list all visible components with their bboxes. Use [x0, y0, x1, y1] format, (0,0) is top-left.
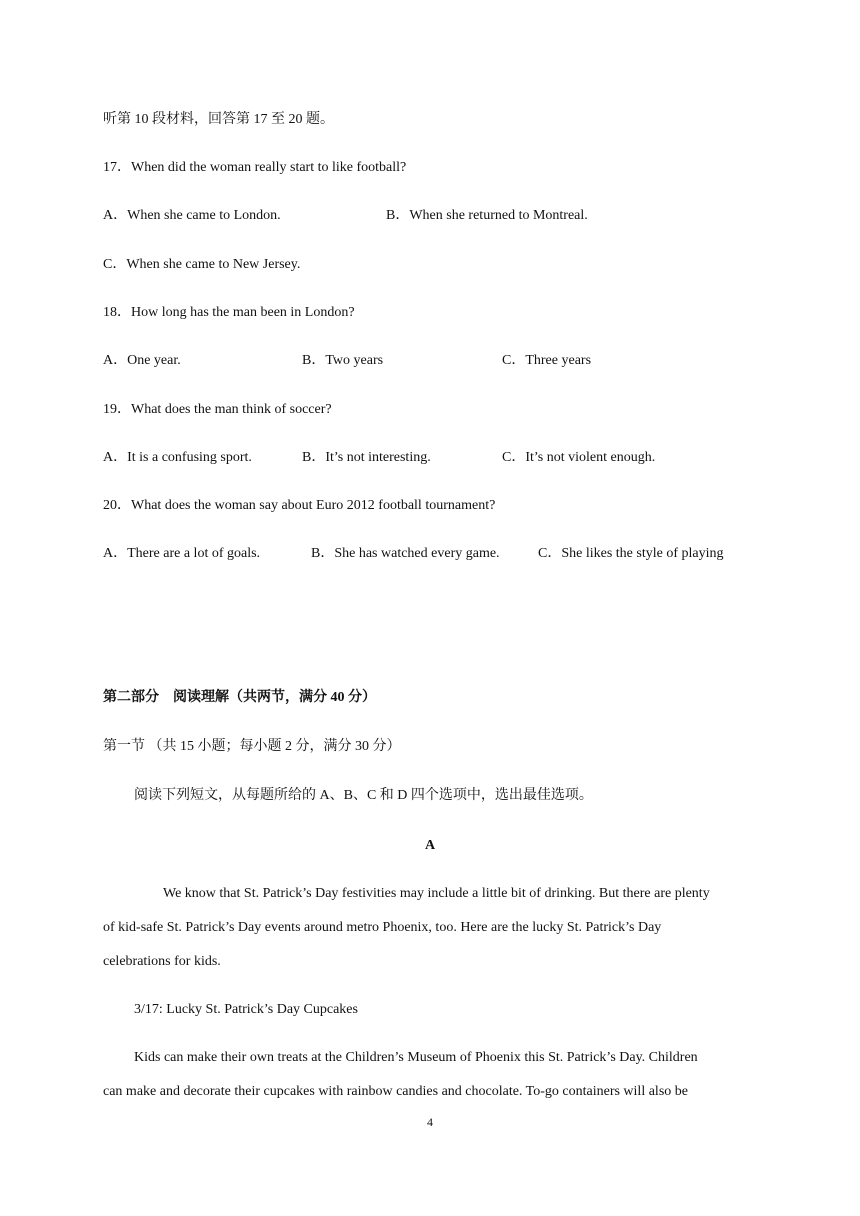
question-20-stem: 20．What does the woman say about Euro 2012 football tournament?	[103, 498, 496, 513]
part2-heading: 第二部分 阅读理解（共两节，满分 40 分）	[103, 690, 376, 705]
question-19-option-a: A．It is a confusing sport.	[103, 450, 252, 465]
passage-para1-line1: We know that St. Patrick’s Day festivities may include a little bit of drinking. But there are plenty	[163, 886, 710, 901]
question-18-option-a: A．One year.	[103, 353, 181, 368]
question-20-option-a: A．There are a lot of goals.	[103, 546, 261, 561]
question-18-stem: 18．How long has the man been in London?	[103, 305, 355, 320]
question-19-stem: 19．What does the man think of soccer?	[103, 402, 332, 417]
section1-heading: 第一节 （共 15 小题；每小题 2 分，满分 30 分）	[103, 739, 401, 754]
passage-para1-line2: of kid-safe St. Patrick’s Day events around metro Phoenix, too. Here are the lucky St. Patrick’s Day	[103, 920, 662, 935]
question-20-option-b: B．She has watched every game.	[311, 546, 500, 561]
passage-label: A	[424, 838, 436, 853]
listening-section-intro: 听第 10 段材料，回答第 17 至 20 题。	[103, 112, 334, 127]
event-title: 3/17: Lucky St. Patrick’s Day Cupcakes	[134, 1002, 358, 1017]
question-17-option-a: A．When she came to London.	[103, 208, 281, 223]
reading-instruction: 阅读下列短文，从每题所给的 A、B、C 和 D 四个选项中，选出最佳选项。	[134, 788, 593, 803]
question-17-option-c: C．When she came to New Jersey.	[103, 257, 301, 272]
question-17-option-b: B．When she returned to Montreal.	[386, 208, 588, 223]
question-19-option-c: C．It’s not violent enough.	[502, 450, 656, 465]
question-20-option-c: C．She likes the style of playing	[538, 546, 724, 561]
passage-para1-line3: celebrations for kids.	[103, 954, 221, 969]
question-19-option-b: B．It’s not interesting.	[302, 450, 431, 465]
passage-para2-line1: Kids can make their own treats at the Children’s Museum of Phoenix this St. Patrick’s Day. Children	[134, 1050, 698, 1065]
page-number: 4	[427, 1115, 433, 1129]
passage-para2-line2: can make and decorate their cupcakes with rainbow candies and chocolate. To-go containers will also be	[103, 1084, 688, 1099]
question-18-option-b: B．Two years	[302, 353, 384, 368]
question-18-option-c: C．Three years	[502, 353, 592, 368]
question-17-stem: 17．When did the woman really start to like football?	[103, 160, 407, 175]
